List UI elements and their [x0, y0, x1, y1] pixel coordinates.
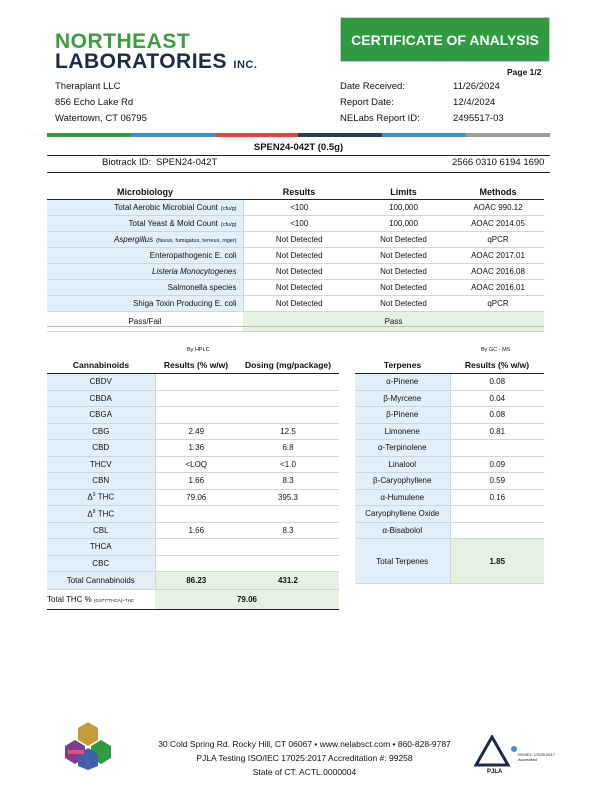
cannabinoid-result: [155, 390, 237, 407]
micro-method: AOAC 2017.01: [452, 248, 544, 264]
client-street: 856 Echo Lake Rd: [55, 97, 134, 108]
terpene-name: α-Bisabolol: [355, 522, 450, 539]
cannabinoid-name: CBGA: [47, 407, 155, 424]
terpene-result: 0.08: [450, 407, 544, 424]
client-name: Theraplant LLC: [55, 81, 121, 92]
micro-header-methods: Methods: [452, 185, 544, 200]
cannabinoid-row: [47, 374, 339, 391]
micro-analyte-name: Total Aerobic Microbial Count: [114, 203, 218, 212]
logo-line2-text: LABORATORIES: [55, 50, 228, 73]
report-id: 2495517-03: [453, 113, 504, 124]
cannabinoid-result: 1.66: [155, 473, 237, 490]
cannabinoid-result: 1.36: [155, 440, 237, 457]
micro-header-limits: Limits: [355, 185, 452, 200]
micro-row: [47, 264, 544, 280]
passfail-label: Pass/Fail: [47, 312, 243, 332]
terpene-row: [355, 407, 544, 424]
total-thc-value: 79.06: [155, 590, 339, 610]
cannabinoid-dose: [237, 539, 339, 556]
total-cannabinoids-result: 86.23: [155, 572, 237, 590]
cannabinoid-row: [47, 539, 339, 556]
divider: [47, 155, 550, 156]
page-number: Page 1/2: [507, 67, 542, 77]
cannabinoid-name: $\Delta^8$ THC: [47, 506, 155, 523]
terpene-row: [355, 440, 544, 457]
cannabinoid-dose: 395.3: [237, 489, 339, 506]
micro-row: [47, 248, 544, 264]
terpene-row: [355, 506, 544, 523]
date-received-label: Date Received:: [340, 81, 405, 92]
footer-state-license: State of CT: ACTL.0000004: [252, 767, 357, 777]
divider: [47, 172, 550, 173]
coa-banner: CERTIFICATE OF ANALYSIS: [340, 17, 550, 62]
terpene-result: 0.08: [450, 374, 544, 391]
cannabinoid-result: [155, 555, 237, 572]
pjla-triangle: [476, 737, 508, 765]
micro-row: [47, 296, 544, 312]
client-city: Watertown, CT 06795: [55, 113, 147, 124]
cannabinoids-table: [47, 357, 339, 610]
cannabinoid-dose: 8.3: [237, 473, 339, 490]
total-thc-label: Total THC %: [47, 595, 92, 604]
cannabinoid-dose: [237, 555, 339, 572]
cannabinoid-result: [155, 506, 237, 523]
terpene-row: [355, 423, 544, 440]
cannabinoid-row: [47, 506, 339, 523]
header-color-bar: [47, 133, 550, 137]
color-bar-segment: [466, 133, 550, 137]
terpenes-method: By GC - MS: [481, 347, 511, 353]
terpene-row: [355, 473, 544, 490]
can-header-result: Results (% w/w): [155, 357, 237, 374]
cannabinoid-dose: [237, 374, 339, 391]
logo-suffix: INC.: [233, 59, 258, 71]
micro-row: [47, 280, 544, 296]
micro-method: AOAC 2016.08: [452, 264, 544, 280]
micro-qualifier: (cfu/g): [220, 206, 237, 212]
cannabinoid-dose: 12.5: [237, 423, 339, 440]
micro-analyte: [47, 264, 243, 280]
micro-limit: Not Detected: [355, 248, 452, 264]
micro-row: [47, 216, 544, 232]
micro-qualifier: (flavus, fumigatus, terreus, niger): [156, 238, 237, 244]
micro-result: Not Detected: [243, 248, 355, 264]
terpene-name: Linalool: [355, 456, 450, 473]
micro-limit: Not Detected: [355, 232, 452, 248]
micro-limit: Not Detected: [355, 280, 452, 296]
color-bar-segment: [215, 133, 299, 137]
terpenes-table: [355, 357, 544, 584]
total-thc-label-cell: [47, 590, 155, 610]
micro-row: [47, 232, 544, 248]
cannabinoid-row: [47, 522, 339, 539]
micro-analyte: [47, 280, 243, 296]
micro-result: <100: [243, 200, 355, 216]
terpene-result: [450, 440, 544, 457]
cannabinoid-name: CBD: [47, 440, 155, 457]
micro-row: [47, 200, 544, 216]
cannabinoid-row: [47, 423, 339, 440]
cannabinoid-dose: [237, 390, 339, 407]
cannabinoid-name: THCA: [47, 539, 155, 556]
terpene-name: α-Pinene: [355, 374, 450, 391]
micro-header-results: Results: [243, 185, 355, 200]
total-cannabinoids-label: Total Cannabinoids: [47, 572, 155, 590]
cannabinoid-name: CBDA: [47, 390, 155, 407]
cannabinoid-row: [47, 390, 339, 407]
micro-analyte-name: Total Yeast & Mold Count: [128, 219, 218, 228]
terpene-name: β-Myrcene: [355, 390, 450, 407]
cannabinoid-result: 1.66: [155, 522, 237, 539]
logo-line1: NORTHEAST: [55, 30, 191, 53]
cannabinoid-name: CBC: [47, 555, 155, 572]
terpene-name: α-Humulene: [355, 489, 450, 506]
cannabinoid-name: CBG: [47, 423, 155, 440]
color-bar-segment: [131, 133, 215, 137]
terpene-result: [450, 506, 544, 523]
total-terpenes-value: 1.85: [450, 539, 544, 584]
biotrack-label: Biotrack ID:: [102, 157, 152, 168]
microbiology-table: [47, 185, 544, 332]
micro-limit: Not Detected: [355, 296, 452, 312]
terpene-result: 0.04: [450, 390, 544, 407]
cannabinoid-row: [47, 407, 339, 424]
terpene-name: β-Pinene: [355, 407, 450, 424]
micro-result: Not Detected: [243, 280, 355, 296]
total-thc-formula: (0.877*THCA)+THC: [94, 598, 135, 603]
micro-header-analyte: Microbiology: [47, 185, 243, 200]
cannabinoid-name: CBL: [47, 522, 155, 539]
terpene-row: [355, 390, 544, 407]
micro-analyte: [47, 216, 243, 232]
micro-limit: Not Detected: [355, 264, 452, 280]
cannabinoid-dose: [237, 506, 339, 523]
micro-method: qPCR: [452, 296, 544, 312]
cannabinoid-result: [155, 374, 237, 391]
micro-analyte-name: Listeria Monocytogenes: [152, 267, 237, 276]
report-date-label: Report Date:: [340, 97, 394, 108]
micro-analyte: [47, 200, 243, 216]
terpene-row: [355, 374, 544, 391]
divider: [47, 326, 544, 327]
micro-result: <100: [243, 216, 355, 232]
terpene-name: Caryophyllene Oxide: [355, 506, 450, 523]
micro-result: Not Detected: [243, 232, 355, 248]
accreditation-text: ISO/IEC 17025:2017 Accredited: [518, 752, 555, 762]
date-received: 11/26/2024: [453, 81, 500, 92]
total-terpenes-label: Total Terpenes: [355, 539, 450, 584]
report-id-label: NELabs Report ID:: [340, 113, 420, 124]
pjla-label: PJLA: [487, 769, 503, 775]
cannabinoid-result: 79.06: [155, 489, 237, 506]
micro-analyte-name: Aspergillus: [113, 235, 154, 244]
terpene-name: β-Caryophyllene: [355, 473, 450, 490]
cannabinoid-result: <LOQ: [155, 456, 237, 473]
micro-limit: 100,000: [355, 216, 452, 232]
color-bar-segment: [47, 133, 131, 137]
report-date: 12/4/2024: [453, 97, 496, 108]
terpene-row: [355, 456, 544, 473]
footer-address: 30 Cold Spring Rd. Rocky Hill, CT 06067 • www.nelabsct.com • 860-828-9787: [158, 739, 451, 749]
total-cannabinoids-dose: 431.2: [237, 572, 339, 590]
footer-accreditation: PJLA Testing ISO/IEC 17025:2017 Accreditation #: 99258: [196, 753, 413, 763]
passfail-value: Pass: [243, 312, 544, 332]
cannabinoid-name: CBN: [47, 473, 155, 490]
color-bar-segment: [382, 133, 466, 137]
terpene-result: 0.59: [450, 473, 544, 490]
micro-result: Not Detected: [243, 296, 355, 312]
cannabinoid-row: [47, 473, 339, 490]
micro-method: AOAC 990.12: [452, 200, 544, 216]
micro-method: qPCR: [452, 232, 544, 248]
terpene-name: Limonene: [355, 423, 450, 440]
can-header-dose: Dosing (mg/package): [237, 357, 339, 374]
cannabinoid-result: [155, 539, 237, 556]
cannabinoid-row: [47, 555, 339, 572]
terpene-result: 0.16: [450, 489, 544, 506]
micro-analyte: [47, 248, 243, 264]
micro-analyte-name: Salmonella species: [167, 283, 237, 292]
terpene-result: 0.81: [450, 423, 544, 440]
micro-analyte: [47, 296, 243, 312]
micro-result: Not Detected: [243, 264, 355, 280]
cannabinoid-dose: <1.0: [237, 456, 339, 473]
logo-line2: [55, 50, 257, 74]
tracking-number: 2566 0310 6194 1690: [452, 157, 545, 168]
cannabinoid-row: [47, 456, 339, 473]
cannabinoid-name: CBDV: [47, 374, 155, 391]
cannabinoid-dose: 8.3: [237, 522, 339, 539]
cannabinoid-dose: 6.8: [237, 440, 339, 457]
can-header-name: Cannabinoids: [47, 357, 155, 374]
cannabinoid-result: [155, 407, 237, 424]
terpene-result: [450, 522, 544, 539]
ter-header-result: Results (% w/w): [450, 357, 544, 374]
micro-analyte: [47, 232, 243, 248]
cannabinoids-method: By HPLC: [187, 347, 210, 353]
ter-header-name: Terpenes: [355, 357, 450, 374]
cannabinoid-row: [47, 489, 339, 506]
cannabinoid-name: THCV: [47, 456, 155, 473]
terpene-row: [355, 522, 544, 539]
micro-analyte-name: Shiga Toxin Producing E. coli: [133, 299, 237, 308]
micro-limit: 100,000: [355, 200, 452, 216]
cannabinoid-result: 2.49: [155, 423, 237, 440]
terpene-name: α-Terpinolene: [355, 440, 450, 457]
micro-analyte-name: Enteropathogenic E. coli: [149, 251, 237, 260]
micro-qualifier: (cfu/g): [220, 222, 237, 228]
micro-method: AOAC 2014.05: [452, 216, 544, 232]
sample-title: SPEN24-042T (0.5g): [253, 142, 344, 153]
micro-method: AOAC 2016.01: [452, 280, 544, 296]
cannabinoid-name: $\Delta^9$ THC: [47, 489, 155, 506]
terpene-row: [355, 489, 544, 506]
color-bar-segment: [298, 133, 382, 137]
cannabinoid-dose: [237, 407, 339, 424]
cannabinoid-row: [47, 440, 339, 457]
pjla-dot: [511, 746, 517, 752]
terpene-result: 0.09: [450, 456, 544, 473]
biotrack-id: SPEN24-042T: [156, 157, 218, 168]
